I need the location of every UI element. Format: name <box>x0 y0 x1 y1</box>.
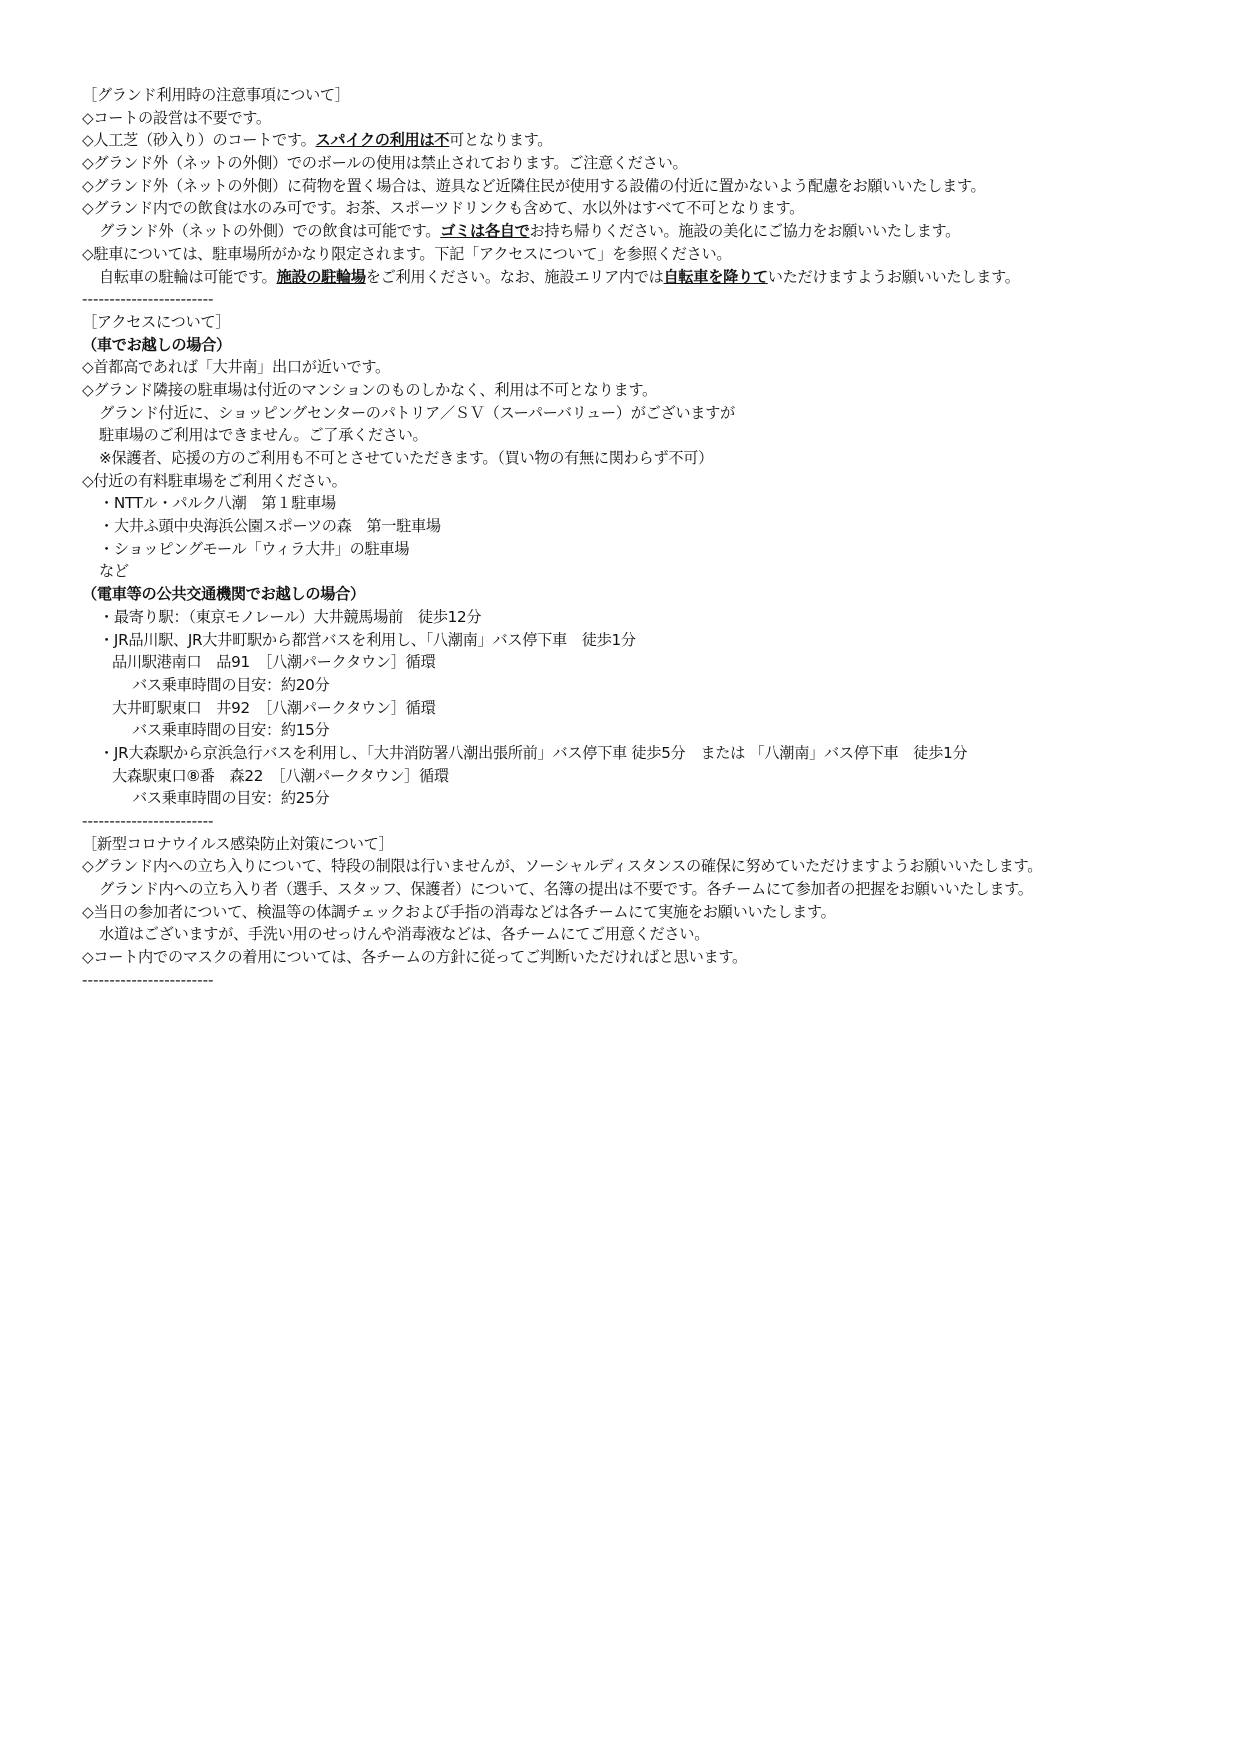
covid-mask: ◇コート内でのマスクの着用については、各チームの方針に従ってご判断いただければと思います。 <box>82 948 747 967</box>
ground-rule-court-setup: ◇コートの設営は不要です。 <box>82 108 271 127</box>
ground-rule-parking: ◇駐車については、駐車場所がかなり限定されます。下記「アクセスについて」を参照ください。 <box>82 244 732 263</box>
covid-header: ［新型コロナウイルス感染防止対策について］ <box>82 834 394 853</box>
ground-rule-ball-outside: ◇グランド外（ネットの外側）でのボールの使用は禁止されております。ご注意ください。 <box>82 154 688 173</box>
covid-handwash: 水道はございますが、手洗い用のせっけんや消毒液などは、各チームにてご用意ください。 <box>99 925 710 944</box>
trash-emphasis: ゴミは各自で <box>440 222 530 241</box>
bicycle-text-mid: をご利用ください。なお、施設エリア内では <box>365 267 664 286</box>
ground-rule-turf <box>82 129 1240 152</box>
bicycle-parking-emphasis: 施設の駐輪場 <box>276 267 366 286</box>
car-shopping-center: グランド付近に、ショッピングセンターのパトリア／ＳＶ（スーパーバリュー）がございますが <box>99 403 735 422</box>
bicycle-text: 自転車の駐輪は可能です。 <box>99 267 277 286</box>
train-toei-bus: ・JR品川駅、JR大井町駅から都営バスを利用し、「八潮南」バス停下車 徒歩1分 <box>99 630 636 649</box>
train-nearest-station: ・最寄り駅：（東京モノレール）大井競馬場前 徒歩12分 <box>99 607 482 626</box>
car-access-heading: （車でお越しの場合） <box>82 335 231 354</box>
train-access-heading: （電車等の公共交通機関でお越しの場合） <box>82 585 365 604</box>
bus-route-omori: 大森駅東口⑧番 森22 ［八潮パークタウン］循環 <box>112 766 449 785</box>
covid-health-check: ◇当日の参加者について、検温等の体調チェックおよび手指の消毒などは各チームにて実施をお願いいたします。 <box>82 902 836 921</box>
car-expressway-exit: ◇首都高であれば「大井南」出口が近いです。 <box>82 358 390 377</box>
turf-text: ◇人工芝（砂入り）のコートです。 <box>82 131 316 150</box>
ground-rule-food-outside <box>82 220 1240 243</box>
car-adjacent-parking: ◇グランド隣接の駐車場は付近のマンションのものしかなく、利用は不可となります。 <box>82 380 657 399</box>
parking-option-sports-forest: ・大井ふ頭中央海浜公園スポーツの森 第一駐車場 <box>99 517 441 536</box>
section-separator: ------------------------ <box>82 812 214 830</box>
car-guardian-note: ※保護者、応援の方のご利用も不可とさせていただきます。（買い物の有無に関わらず不可） <box>99 449 713 467</box>
ground-rule-food-inside: ◇グランド内での飲食は水のみ可です。お茶、スポーツドリンクも含めて、水以外はすべて不可となります。 <box>82 199 805 218</box>
ground-rule-bicycle <box>82 266 1240 289</box>
bicycle-text-end: いただけますようお願いいたします。 <box>767 267 1020 286</box>
ground-rule-luggage: ◇グランド外（ネットの外側）に荷物を置く場合は、遊具など近隣住民が使用する設備の付近に置かないよう配慮をお願いいたします。 <box>82 176 986 195</box>
food-outside-text-end: お持ち帰りください。施設の美化にご協力をお願いいたします。 <box>529 222 961 241</box>
car-no-parking: 駐車場のご利用はできません。ご了承ください。 <box>99 426 428 445</box>
bus-time-shinagawa: バス乗車時間の目安：約20分 <box>132 675 330 694</box>
spike-emphasis: スパイクの利用は不 <box>315 131 450 150</box>
covid-entry-rule: ◇グランド内への立ち入りについて、特段の制限は行いませんが、ソーシャルディスタンスの確保に努めていただけますようお願いいたします。 <box>82 857 1043 876</box>
train-keikyu-bus: ・JR大森駅から京浜急行バスを利用し、「大井消防署八潮出張所前」バス停下車 徒歩5分 または 「八潮南」バス停下車 徒歩1分 <box>99 743 968 762</box>
ground-rules-header: ［グランド利用時の注意事項について］ <box>82 86 350 104</box>
parking-option-villa-oi: ・ショッピングモール「ウィラ大井」の駐車場 <box>99 539 410 558</box>
bus-time-oimachi: バス乗車時間の目安：約15分 <box>132 721 330 740</box>
bus-time-omori: バス乗車時間の目安：約25分 <box>132 789 330 808</box>
section-separator: ------------------------ <box>82 290 214 309</box>
car-paid-parking: ◇付近の有料駐車場をご利用ください。 <box>82 471 347 490</box>
section-separator: ------------------------ <box>82 970 214 989</box>
dismount-emphasis: 自転車を降りて <box>663 267 768 286</box>
parking-option-etc: など <box>99 562 129 581</box>
turf-text-end: 可となります。 <box>449 131 553 150</box>
food-outside-text: グランド外（ネットの外側）での飲食は可能です。 <box>99 222 441 241</box>
covid-roster-rule: グランド内への立ち入り者（選手、スタッフ、保護者）について、名簿の提出は不要です。各チームにて参加者の把握をお願いいたします。 <box>99 880 1033 899</box>
access-header: ［アクセスについて］ <box>82 312 231 331</box>
bus-route-shinagawa: 品川駅港南口 品91 ［八潮パークタウン］循環 <box>112 653 436 672</box>
bus-route-oimachi: 大井町駅東口 井92 ［八潮パークタウン］循環 <box>112 698 436 717</box>
parking-option-ntt: ・NTTル・パルク八潮 第１駐車場 <box>99 494 336 513</box>
